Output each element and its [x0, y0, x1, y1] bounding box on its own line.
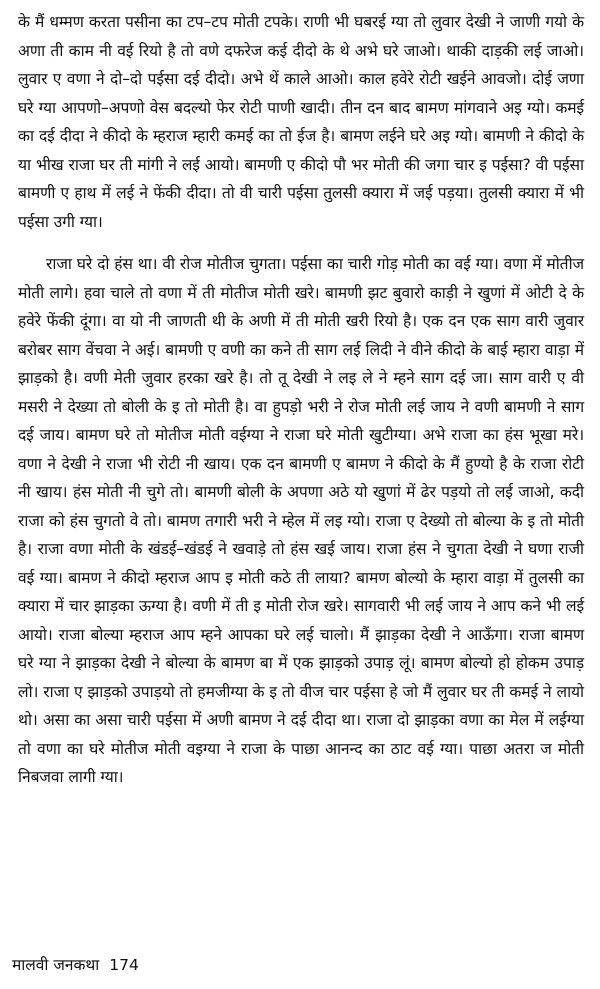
page-footer — [12, 955, 139, 975]
paragraph-2: राजा घरे दो हंस था। वी रोज मोतीज चुगता। पईसा का चारी गोड़ मोती का वई ग्या। वणा में मोतीज मोती लागे। हवा चाले तो वणा में ती मोतीज मोती खरे। बामणी झट बुवारो काड़ी ने खुणां में ओटी दे के हवेरे फेंकी दूंगा। वा यो नी जाणती थी के अणी में ती मोती खरी रियो है। एक दन एक साग वारी जुवार बरोबर साग वेंचवा ने अई। बामणी ए वणी का कने ती साग लई लिदी ने वीने कीदो के बाई म्हारा वाड़ा में झाड़को है। वणी मेती जुवार हरका खरे है। तो तू देखी ने लइ ले ने म्हने साग दई जा। साग वारी ए वी मसरी ने देख्या तो बोली के इ तो मोती है। वा हुपड़ो भरी ने रोज मोती लई जाय ने वणी बामणी ने साग दई जाय। बामण घरे तो मोतीज मोती वईग्या ने राजा घरे मोती खुटीग्या। अभे राजा का हंस भूखा मरे। वणा ने देखी ने राजा भी रोटी नी खाय। एक दन बामणी ए बामण ने कीदो के मैं हुण्यो है के राजा रोटी नी खाय। हंस मोती नी चुगे तो। बामणी बोली के अपणा अठे यो खुणां में ढेर पड़यो तो लई जाओ, कदी राजा को हंस चुगतो वे तो। बामण तगारी भरी ने म्हेल में लइ ग्यो। राजा ए देख्यो तो बोल्या के इ तो मोती है। राजा वणा मोती के खंडई–खंडई ने खवाड़े तो हंस खई जाय। राजा हंस ने चुगता देखी ने घणा राजी वई ग्या। बामण ने कीदो म्हराज आप इ मोती कठे ती लाया? बामण बोल्यो के म्हारा वाड़ा में तुलसी का क्यारा में चार झाड़का ऊग्या है। वणी में ती इ मोती रोज खरे। सागवारी भी लई जाय ने आप कने भी लई आयो। राजा बोल्या म्हराज आप म्हने आपका घरे लई चालो। मैं झाड़का देखी ने आऊँगा। राजा बामण घरे ग्या ने झाड़का देखी ने बोल्या के बामण बा में एक झाड़को उपाड़ लूं। बामण बोल्यो हो होकम उपाड़ लो। राजा ए झाड़को उपाड़यो तो हमजीग्या के इ तो वीज चार पईसा हे जो मैं लुवार घर ती कमई ने लायो थो। असा का असा चारी पईसा में अणी बामण ने दई दीदा था। राजा दो झाड़का वणा का मेल में लईग्या तो वणा का घरे मोतीज मोती वइग्या ने राजा के पाछा आनन्द का ठाट वई ग्या। पाछा अतरा ज मोती निबजवा लागी ग्या। — [18, 255, 584, 786]
paragraph-1: के मैं धम्मण करता पसीना का टप–टप मोती टपके। राणी भी घबरई ग्या तो लुवार देखी ने जाणी गयो के अणा ती काम नी वई रियो है तो वणे दफरेज कई दीदो के थे अभे घरे जाओ। थाकी दाड़की लई जाओ। लुवार ए वणा ने दो–दो पईसा दई दीदो। अभे थें काले आओ। काल हवेरे रोटी खईने आवजो। दोई जणा घरे ग्या आपणो–अपणो वेस बदल्यो फेर रोटी पाणी खादी। तीन दन बाद बामण मांगवाने अइ ग्यो। कमई का दई दीदा ने कीदो के म्हराज म्हारी कमई का तो ईज है। बामण लईने घरे अइ ग्यो। बामणी ने कीदो के या भीख राजा घर ती मांगी ने लई आयो। बामणी ए कीदो पौ भर मोती की जगा चार इ पईसा? वी पईसा बामणी ए हाथ में लई ने फेंकी दीदा। तो वी चारी पईसा तुलसी क्यारा में जई पड़या। तुलसी क्यारा में भी पईसा उगी ग्या। — [18, 13, 584, 231]
book-title: मालवी जनकथा — [12, 956, 100, 974]
page-number: 174 — [109, 956, 139, 974]
page-body — [18, 8, 584, 792]
